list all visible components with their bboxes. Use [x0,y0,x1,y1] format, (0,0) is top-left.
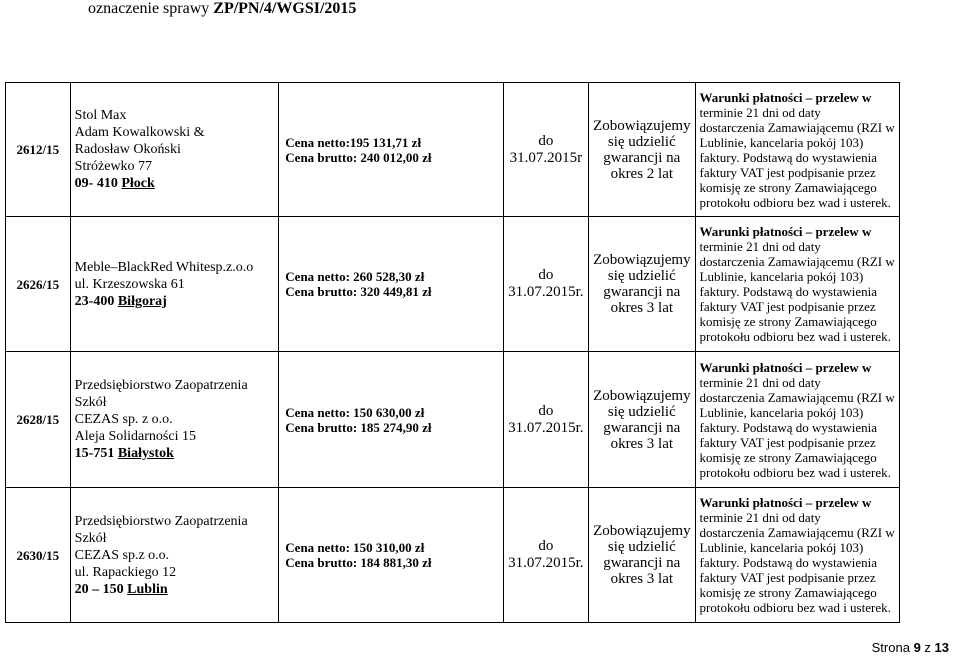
terms-line: komisję ze strony Zamawiającego [699,585,877,600]
terms-line: komisję ze strony Zamawiającego [699,449,877,465]
supplier-line: Meble–BlackRed Whitesp.z.o.o [74,259,254,275]
terms-line: dostarczenia Zamawiającemu (RZI w [699,119,895,135]
supplier-cell [70,83,279,217]
table-row [6,217,900,352]
city-name: Biłgoraj [117,293,167,309]
offer-id: 2612/15 [6,83,71,217]
guarantee-cell [589,83,695,217]
terms-line: faktury VAT jest podpisanie przez [699,570,876,585]
terms-line: terminie 21 dni od daty [699,239,821,254]
terms-line: protokołu odbioru bez wad i usterek. [699,329,891,344]
city-name: Lublin [127,581,168,597]
page-number: 9 [913,640,921,655]
terms-line: Warunki płatności – przelew w [699,224,872,239]
due-line: 31.07.2015r [509,149,583,166]
terms-line: protokołu odbioru bez wad i usterek. [699,600,891,615]
offer-id: 2630/15 [6,488,71,623]
terms-line: dostarczenia Zamawiającemu (RZI w [699,254,895,269]
terms-line: faktury. Podstawą do wystawienia [699,284,878,299]
footer-prefix: Strona [871,640,914,655]
price-net: Cena netto: 260 528,30 zł [285,269,425,284]
guarantee-cell [589,217,695,352]
page-total: 13 [934,640,949,655]
guarantee-line: gwarancji na [603,149,681,166]
footer-mid: z [920,640,935,655]
guarantee-cell [589,352,695,488]
price-gross: Cena brutto: 184 881,30 zł [285,555,432,570]
due-cell [503,488,589,623]
guarantee-line: się udzielić [607,268,676,284]
terms-cell [695,83,900,217]
terms-line: faktury. Podstawą do wystawienia [699,555,878,570]
due-line: do [538,267,554,283]
supplier-line: Adam Kowalkowski & [74,125,205,140]
price-net: Cena netto: 150 310,00 zł [285,540,425,555]
guarantee-line: okres 3 lat [610,571,674,587]
supplier-line: ul. Rapackiego 12 [74,564,177,580]
supplier-line: Stol Max [74,108,127,123]
price-cell [279,352,503,488]
terms-line: komisję ze strony Zamawiającego [699,314,877,329]
terms-line: faktury. Podstawą do wystawienia [699,419,878,435]
terms-line: faktury VAT jest podpisanie przez [699,299,876,314]
supplier-cell [70,352,279,488]
terms-cell [695,488,900,623]
guarantee-line: Zobowiązujemy [593,117,691,134]
guarantee-line: okres 3 lat [610,435,674,452]
terms-line: komisję ze strony Zamawiającego [699,179,877,195]
supplier-line: Stróżewko 77 [74,159,153,174]
guarantee-line: się udzielić [607,539,676,555]
supplier-line: Aleja Solidarności 15 [74,429,196,444]
terms-line: terminie 21 dni od daty [699,104,821,120]
terms-line: terminie 21 dni od daty [699,510,821,525]
offer-id: 2628/15 [6,352,71,488]
due-cell [503,352,589,488]
supplier-line: Przedsiębiorstwo Zaopatrzenia [74,378,248,393]
case-number: ZP/PN/4/WGSI/2015 [213,0,357,17]
terms-cell [695,352,900,488]
due-line: do [538,132,554,149]
guarantee-line: okres 3 lat [610,300,674,316]
city-name: Białystok [117,446,174,461]
price-gross: Cena brutto: 240 012,00 zł [285,149,432,165]
supplier-line: 23-400 Biłgoraj [74,293,167,309]
due-line: 31.07.2015r. [508,555,584,571]
supplier-line: CEZAS sp. z o.o. [74,412,173,427]
terms-line: Lublinie, kancelaria pokój 103) [699,404,864,420]
due-cell [503,83,589,217]
guarantee-line: okres 2 lat [610,165,674,182]
terms-line: Lublinie, kancelaria pokój 103) [699,540,864,555]
guarantee-line: gwarancji na [603,419,681,436]
supplier-line: CEZAS sp.z o.o. [74,547,170,563]
case-header [88,0,356,18]
supplier-line: Radosław Okoński [74,142,181,157]
offer-id: 2626/15 [6,217,71,352]
price-gross: Cena brutto: 185 274,90 zł [285,419,432,435]
guarantee-line: Zobowiązujemy [593,252,691,268]
guarantee-line: Zobowiązujemy [593,387,691,404]
guarantee-line: gwarancji na [603,555,681,571]
guarantee-line: się udzielić [607,403,676,420]
supplier-line: Szkół [74,395,107,410]
supplier-line: 09- 410 Płock [74,176,155,191]
guarantee-line: się udzielić [607,133,676,150]
case-label: oznaczenie sprawy [88,0,214,17]
supplier-line: Szkół [74,530,107,546]
terms-line: protokołu odbioru bez wad i usterek. [699,464,891,480]
terms-line: faktury. Podstawą do wystawienia [699,149,878,165]
terms-line: protokołu odbioru bez wad i usterek. [699,194,891,210]
terms-line: Lublinie, kancelaria pokój 103) [699,269,864,284]
price-gross: Cena brutto: 320 449,81 zł [285,284,432,299]
terms-line: faktury VAT jest podpisanie przez [699,164,876,180]
terms-line: Warunki płatności – przelew w [699,359,872,375]
due-line: 31.07.2015r. [508,284,584,300]
due-line: do [538,538,554,554]
supplier-line: 15-751 Białystok [74,446,174,461]
guarantee-line: Zobowiązujemy [593,523,691,539]
terms-line: Warunki płatności – przelew w [699,495,872,510]
terms-line: faktury VAT jest podpisanie przez [699,434,876,450]
table-row [6,352,900,488]
terms-line: terminie 21 dni od daty [699,374,821,390]
due-cell [503,217,589,352]
page-footer [872,640,949,655]
price-cell [279,83,503,217]
price-net: Cena netto:195 131,71 zł [285,134,422,150]
supplier-line: ul. Krzeszowska 61 [74,276,185,292]
due-line: 31.07.2015r. [508,419,584,436]
supplier-cell [70,217,279,352]
guarantee-cell [589,488,695,623]
terms-cell [695,217,900,352]
table-row [6,83,900,217]
supplier-line: 20 – 150 Lublin [74,581,168,597]
price-cell [279,217,503,352]
terms-line: Lublinie, kancelaria pokój 103) [699,134,864,150]
supplier-line: Przedsiębiorstwo Zaopatrzenia [74,513,248,529]
supplier-cell [70,488,279,623]
guarantee-line: gwarancji na [603,284,681,300]
city-name: Płock [121,176,155,191]
price-cell [279,488,503,623]
table-row [6,488,900,623]
offers-table [5,82,900,623]
terms-line: dostarczenia Zamawiającemu (RZI w [699,389,895,405]
terms-line: Warunki płatności – przelew w [699,89,872,105]
due-line: do [538,402,554,419]
price-net: Cena netto: 150 630,00 zł [285,404,425,420]
terms-line: dostarczenia Zamawiającemu (RZI w [699,525,895,540]
